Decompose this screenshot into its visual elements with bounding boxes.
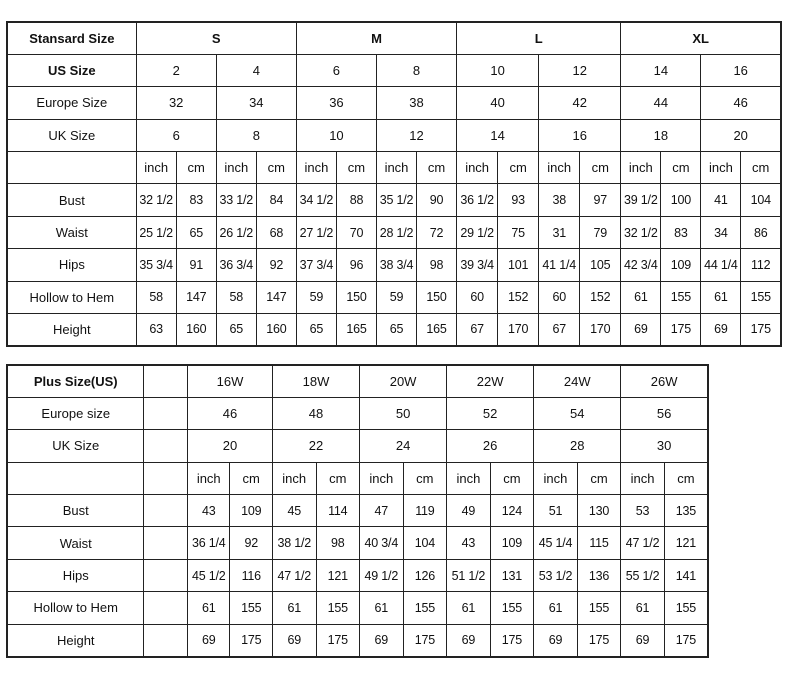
measurement-value: 121 xyxy=(664,527,708,559)
size-group-xl: XL xyxy=(621,22,781,54)
measurement-value: 126 xyxy=(403,559,447,591)
unit-inch: inch xyxy=(188,462,230,494)
measurement-blank xyxy=(144,624,188,656)
measurement-row-hips xyxy=(7,249,781,281)
measurement-value: 69 xyxy=(621,314,661,346)
measurement-value: 33 1/2 xyxy=(216,184,256,216)
measurement-label: Bust xyxy=(7,495,144,527)
measurement-value: 61 xyxy=(534,592,578,624)
measurement-value: 165 xyxy=(336,314,376,346)
unit-cm: cm xyxy=(230,462,272,494)
measurement-value: 61 xyxy=(360,592,404,624)
measurement-value: 170 xyxy=(498,314,539,346)
measurement-row-hollow-to-hem xyxy=(7,281,781,313)
measurement-value: 109 xyxy=(490,527,534,559)
unit-inch: inch xyxy=(621,462,665,494)
measurement-blank xyxy=(144,592,188,624)
measurement-value: 175 xyxy=(741,314,781,346)
measurement-value: 79 xyxy=(580,216,621,248)
measurement-value: 98 xyxy=(417,249,457,281)
measurement-value: 39 1/2 xyxy=(621,184,661,216)
measurement-value: 160 xyxy=(256,314,296,346)
measurement-value: 91 xyxy=(176,249,216,281)
measurement-value: 26 1/2 xyxy=(216,216,256,248)
uk-size-value: 22 xyxy=(272,430,359,462)
measurement-value: 83 xyxy=(176,184,216,216)
europe-size-value: 48 xyxy=(272,397,359,429)
measurement-value: 175 xyxy=(230,624,272,656)
measurement-value: 131 xyxy=(490,559,534,591)
measurement-value: 42 3/4 xyxy=(621,249,661,281)
measurement-value: 39 3/4 xyxy=(457,249,498,281)
us-size-value: 10 xyxy=(457,54,539,86)
unit-cm: cm xyxy=(577,462,621,494)
europe-size-value: 46 xyxy=(188,397,273,429)
measurement-value: 65 xyxy=(296,314,336,346)
measurement-value: 35 1/2 xyxy=(376,184,416,216)
unit-inch: inch xyxy=(296,152,336,184)
unit-row xyxy=(7,152,781,184)
measurement-label: Bust xyxy=(7,184,136,216)
plus-measurement-row-hollow-to-hem xyxy=(7,592,708,624)
measurement-value: 155 xyxy=(490,592,534,624)
us-size-value: 14 xyxy=(621,54,701,86)
measurement-value: 49 xyxy=(447,495,491,527)
plus-size-blank xyxy=(144,365,188,397)
measurement-value: 53 1/2 xyxy=(534,559,578,591)
measurement-value: 155 xyxy=(661,281,701,313)
uk-size-value: 28 xyxy=(534,430,621,462)
measurement-value: 175 xyxy=(664,624,708,656)
measurement-value: 69 xyxy=(534,624,578,656)
measurement-value: 175 xyxy=(316,624,360,656)
measurement-value: 45 1/4 xyxy=(534,527,578,559)
uk-size-label: UK Size xyxy=(7,430,144,462)
measurement-label: Hollow to Hem xyxy=(7,281,136,313)
measurement-value: 69 xyxy=(360,624,404,656)
measurement-row-height xyxy=(7,314,781,346)
measurement-value: 47 1/2 xyxy=(272,559,316,591)
europe-size-value: 50 xyxy=(360,397,447,429)
measurement-value: 67 xyxy=(539,314,580,346)
measurement-value: 70 xyxy=(336,216,376,248)
us-size-row xyxy=(7,54,781,86)
measurement-value: 175 xyxy=(661,314,701,346)
measurement-value: 155 xyxy=(403,592,447,624)
unit-cm: cm xyxy=(664,462,708,494)
measurement-blank xyxy=(144,559,188,591)
unit-cm: cm xyxy=(661,152,701,184)
unit-inch: inch xyxy=(376,152,416,184)
measurement-value: 25 1/2 xyxy=(136,216,176,248)
measurement-value: 27 1/2 xyxy=(296,216,336,248)
unit-cm: cm xyxy=(176,152,216,184)
europe-size-value: 56 xyxy=(621,397,708,429)
measurement-row-bust xyxy=(7,184,781,216)
unit-row-blank xyxy=(7,462,144,494)
size-group-l: L xyxy=(457,22,621,54)
plus-europe-row xyxy=(7,397,708,429)
measurement-value: 63 xyxy=(136,314,176,346)
measurement-value: 43 xyxy=(188,495,230,527)
measurement-value: 175 xyxy=(403,624,447,656)
measurement-value: 45 1/2 xyxy=(188,559,230,591)
us-size-value: 12 xyxy=(539,54,621,86)
measurement-value: 41 xyxy=(701,184,741,216)
measurement-value: 41 1/4 xyxy=(539,249,580,281)
measurement-label: Height xyxy=(7,624,144,656)
size-group-s: S xyxy=(136,22,296,54)
measurement-value: 58 xyxy=(136,281,176,313)
europe-size-value: 40 xyxy=(457,87,539,119)
plus-size-value: 22W xyxy=(447,365,534,397)
measurement-value: 150 xyxy=(336,281,376,313)
measurement-value: 67 xyxy=(457,314,498,346)
measurement-value: 38 1/2 xyxy=(272,527,316,559)
measurement-value: 75 xyxy=(498,216,539,248)
measurement-value: 109 xyxy=(661,249,701,281)
uk-size-value: 26 xyxy=(447,430,534,462)
unit-cm: cm xyxy=(256,152,296,184)
measurement-value: 38 xyxy=(539,184,580,216)
plus-measurement-row-height xyxy=(7,624,708,656)
uk-size-value: 12 xyxy=(376,119,456,151)
plus-size-value: 26W xyxy=(621,365,708,397)
measurement-value: 96 xyxy=(336,249,376,281)
measurement-value: 49 1/2 xyxy=(360,559,404,591)
unit-inch: inch xyxy=(272,462,316,494)
measurement-value: 31 xyxy=(539,216,580,248)
measurement-value: 36 1/2 xyxy=(457,184,498,216)
measurement-value: 61 xyxy=(701,281,741,313)
europe-size-value: 46 xyxy=(701,87,781,119)
europe-size-value: 34 xyxy=(216,87,296,119)
measurement-value: 59 xyxy=(376,281,416,313)
plus-size-value: 16W xyxy=(188,365,273,397)
measurement-row-waist xyxy=(7,216,781,248)
measurement-value: 65 xyxy=(376,314,416,346)
unit-inch: inch xyxy=(216,152,256,184)
measurement-value: 119 xyxy=(403,495,447,527)
europe-size-label: Europe Size xyxy=(7,87,136,119)
measurement-value: 130 xyxy=(577,495,621,527)
europe-size-value: 32 xyxy=(136,87,216,119)
measurement-value: 61 xyxy=(188,592,230,624)
measurement-value: 55 1/2 xyxy=(621,559,665,591)
measurement-value: 141 xyxy=(664,559,708,591)
measurement-value: 36 3/4 xyxy=(216,249,256,281)
europe-size-label: Europe size xyxy=(7,397,144,429)
measurement-value: 29 1/2 xyxy=(457,216,498,248)
measurement-value: 69 xyxy=(701,314,741,346)
uk-size-value: 20 xyxy=(701,119,781,151)
us-size-value: 6 xyxy=(296,54,376,86)
measurement-value: 53 xyxy=(621,495,665,527)
plus-measurement-row-bust xyxy=(7,495,708,527)
europe-size-value: 36 xyxy=(296,87,376,119)
measurement-value: 124 xyxy=(490,495,534,527)
measurement-value: 69 xyxy=(447,624,491,656)
measurement-value: 135 xyxy=(664,495,708,527)
measurement-value: 65 xyxy=(176,216,216,248)
measurement-value: 32 1/2 xyxy=(136,184,176,216)
measurement-value: 44 1/4 xyxy=(701,249,741,281)
uk-size-value: 30 xyxy=(621,430,708,462)
measurement-value: 68 xyxy=(256,216,296,248)
measurement-value: 93 xyxy=(498,184,539,216)
measurement-value: 116 xyxy=(230,559,272,591)
measurement-value: 61 xyxy=(447,592,491,624)
europe-size-value: 44 xyxy=(621,87,701,119)
plus-size-value: 18W xyxy=(272,365,359,397)
unit-cm: cm xyxy=(498,152,539,184)
unit-inch: inch xyxy=(701,152,741,184)
measurement-label: Hips xyxy=(7,249,136,281)
measurement-value: 121 xyxy=(316,559,360,591)
uk-size-value: 14 xyxy=(457,119,539,151)
unit-inch: inch xyxy=(621,152,661,184)
measurement-value: 65 xyxy=(216,314,256,346)
measurement-value: 43 xyxy=(447,527,491,559)
uk-size-value: 18 xyxy=(621,119,701,151)
measurement-value: 175 xyxy=(577,624,621,656)
europe-size-value: 38 xyxy=(376,87,456,119)
measurement-value: 136 xyxy=(577,559,621,591)
unit-cm: cm xyxy=(741,152,781,184)
unit-cm: cm xyxy=(417,152,457,184)
measurement-value: 100 xyxy=(661,184,701,216)
measurement-label: Waist xyxy=(7,527,144,559)
uk-size-label: UK Size xyxy=(7,119,136,151)
measurement-value: 51 1/2 xyxy=(447,559,491,591)
measurement-value: 155 xyxy=(664,592,708,624)
measurement-value: 83 xyxy=(661,216,701,248)
measurement-value: 155 xyxy=(230,592,272,624)
measurement-value: 47 1/2 xyxy=(621,527,665,559)
plus-measurement-row-waist xyxy=(7,527,708,559)
us-size-value: 8 xyxy=(376,54,456,86)
uk-size-value: 10 xyxy=(296,119,376,151)
measurement-value: 34 xyxy=(701,216,741,248)
unit-row-blank xyxy=(144,462,188,494)
europe-size-value: 42 xyxy=(539,87,621,119)
measurement-value: 92 xyxy=(256,249,296,281)
us-size-value: 4 xyxy=(216,54,296,86)
plus-uk-blank xyxy=(144,430,188,462)
measurement-label: Hollow to Hem xyxy=(7,592,144,624)
measurement-value: 72 xyxy=(417,216,457,248)
plus-size-label: Plus Size(US) xyxy=(7,365,144,397)
measurement-label: Hips xyxy=(7,559,144,591)
measurement-value: 152 xyxy=(498,281,539,313)
measurement-value: 32 1/2 xyxy=(621,216,661,248)
measurement-value: 88 xyxy=(336,184,376,216)
unit-cm: cm xyxy=(490,462,534,494)
measurement-value: 51 xyxy=(534,495,578,527)
measurement-value: 155 xyxy=(577,592,621,624)
unit-row-blank xyxy=(7,152,136,184)
measurement-value: 147 xyxy=(176,281,216,313)
measurement-value: 35 3/4 xyxy=(136,249,176,281)
standard-size-table xyxy=(6,21,782,347)
measurement-value: 37 3/4 xyxy=(296,249,336,281)
unit-cm: cm xyxy=(316,462,360,494)
measurement-value: 69 xyxy=(188,624,230,656)
measurement-value: 69 xyxy=(272,624,316,656)
plus-europe-blank xyxy=(144,397,188,429)
unit-inch: inch xyxy=(447,462,491,494)
measurement-value: 84 xyxy=(256,184,296,216)
measurement-value: 90 xyxy=(417,184,457,216)
uk-size-value: 16 xyxy=(539,119,621,151)
measurement-value: 155 xyxy=(316,592,360,624)
measurement-value: 61 xyxy=(621,592,665,624)
measurement-value: 115 xyxy=(577,527,621,559)
measurement-label: Height xyxy=(7,314,136,346)
measurement-value: 61 xyxy=(621,281,661,313)
measurement-value: 58 xyxy=(216,281,256,313)
measurement-value: 112 xyxy=(741,249,781,281)
measurement-value: 170 xyxy=(580,314,621,346)
measurement-value: 165 xyxy=(417,314,457,346)
size-group-row xyxy=(7,22,781,54)
unit-inch: inch xyxy=(136,152,176,184)
measurement-blank xyxy=(144,527,188,559)
measurement-value: 61 xyxy=(272,592,316,624)
measurement-value: 155 xyxy=(741,281,781,313)
measurement-value: 69 xyxy=(621,624,665,656)
uk-size-value: 20 xyxy=(188,430,273,462)
europe-size-row xyxy=(7,87,781,119)
measurement-value: 60 xyxy=(539,281,580,313)
uk-size-value: 24 xyxy=(360,430,447,462)
measurement-value: 105 xyxy=(580,249,621,281)
plus-size-table xyxy=(6,364,709,658)
measurement-value: 97 xyxy=(580,184,621,216)
measurement-value: 40 3/4 xyxy=(360,527,404,559)
us-size-value: 2 xyxy=(136,54,216,86)
measurement-value: 114 xyxy=(316,495,360,527)
measurement-value: 45 xyxy=(272,495,316,527)
measurement-value: 152 xyxy=(580,281,621,313)
measurement-value: 98 xyxy=(316,527,360,559)
measurement-value: 147 xyxy=(256,281,296,313)
measurement-value: 101 xyxy=(498,249,539,281)
unit-cm: cm xyxy=(580,152,621,184)
measurement-value: 59 xyxy=(296,281,336,313)
unit-inch: inch xyxy=(534,462,578,494)
measurement-value: 104 xyxy=(403,527,447,559)
uk-size-value: 6 xyxy=(136,119,216,151)
plus-size-value: 20W xyxy=(360,365,447,397)
standard-size-label: Stansard Size xyxy=(7,22,136,54)
unit-cm: cm xyxy=(336,152,376,184)
unit-cm: cm xyxy=(403,462,447,494)
measurement-value: 175 xyxy=(490,624,534,656)
plus-size-row xyxy=(7,365,708,397)
europe-size-value: 52 xyxy=(447,397,534,429)
measurement-value: 160 xyxy=(176,314,216,346)
measurement-value: 150 xyxy=(417,281,457,313)
measurement-value: 34 1/2 xyxy=(296,184,336,216)
us-size-label: US Size xyxy=(7,54,136,86)
measurement-value: 28 1/2 xyxy=(376,216,416,248)
plus-unit-row xyxy=(7,462,708,494)
size-group-m: M xyxy=(296,22,456,54)
uk-size-value: 8 xyxy=(216,119,296,151)
unit-inch: inch xyxy=(539,152,580,184)
plus-uk-row xyxy=(7,430,708,462)
uk-size-row xyxy=(7,119,781,151)
us-size-value: 16 xyxy=(701,54,781,86)
measurement-value: 86 xyxy=(741,216,781,248)
measurement-value: 104 xyxy=(741,184,781,216)
unit-inch: inch xyxy=(360,462,404,494)
plus-measurement-row-hips xyxy=(7,559,708,591)
measurement-value: 92 xyxy=(230,527,272,559)
plus-size-value: 24W xyxy=(534,365,621,397)
measurement-value: 47 xyxy=(360,495,404,527)
measurement-value: 60 xyxy=(457,281,498,313)
measurement-value: 36 1/4 xyxy=(188,527,230,559)
measurement-value: 38 3/4 xyxy=(376,249,416,281)
measurement-label: Waist xyxy=(7,216,136,248)
unit-inch: inch xyxy=(457,152,498,184)
measurement-blank xyxy=(144,495,188,527)
measurement-value: 109 xyxy=(230,495,272,527)
europe-size-value: 54 xyxy=(534,397,621,429)
